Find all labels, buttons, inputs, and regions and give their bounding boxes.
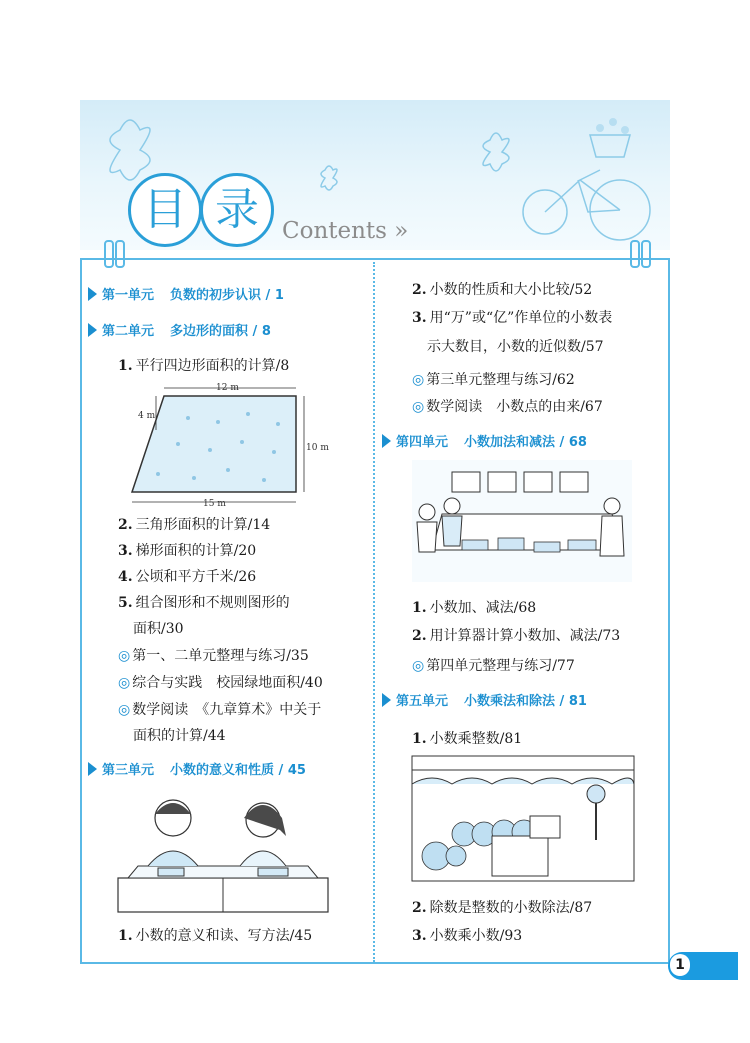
page-number-tab bbox=[668, 952, 738, 980]
item-number: 3. bbox=[412, 310, 427, 326]
item-text: 梯形面积的计算/20 bbox=[135, 543, 257, 559]
toc-item-continued[interactable] bbox=[133, 727, 226, 745]
arrow-icon bbox=[88, 287, 97, 301]
unit-subtitle: 小数乘法和除法 / 81 bbox=[464, 694, 587, 709]
binder-ring bbox=[115, 240, 125, 268]
arrow-icon bbox=[88, 323, 97, 337]
item-text: 综合与实践 校园绿地面积/40 bbox=[132, 675, 323, 691]
toc-item[interactable] bbox=[412, 730, 522, 748]
circle-bullet-icon: ◎ bbox=[118, 648, 131, 664]
unit-4-link[interactable] bbox=[382, 434, 587, 452]
toc-item[interactable] bbox=[412, 309, 612, 327]
arrow-icon bbox=[382, 434, 391, 448]
item-text: 第一、二单元整理与练习/35 bbox=[132, 648, 309, 664]
item-text: 小数加、减法/68 bbox=[429, 600, 537, 616]
item-number: 5. bbox=[118, 595, 133, 611]
diagram-top-label: 12 m bbox=[216, 383, 239, 393]
column-divider bbox=[373, 262, 375, 962]
item-text: 三角形面积的计算/14 bbox=[135, 517, 271, 533]
toc-item[interactable] bbox=[412, 398, 603, 416]
toc-item[interactable] bbox=[412, 899, 592, 917]
parallelogram-diagram bbox=[118, 382, 329, 509]
circle-bullet-icon: ◎ bbox=[412, 372, 425, 388]
shop-illustration bbox=[412, 460, 632, 582]
arrow-icon bbox=[88, 762, 97, 776]
students-illustration bbox=[118, 788, 328, 918]
item-number: 2. bbox=[412, 900, 427, 916]
item-text: 数学阅读 小数点的由来/67 bbox=[426, 399, 603, 415]
binder-ring bbox=[630, 240, 640, 268]
binder-ring bbox=[641, 240, 651, 268]
item-text: 用“万”或“亿”作单位的小数表 bbox=[429, 310, 613, 326]
item-text: 组合图形和不规则图形的 bbox=[135, 595, 290, 611]
unit-title: 第五单元 bbox=[396, 694, 449, 709]
circle-bullet-icon: ◎ bbox=[118, 675, 131, 691]
unit-subtitle: 小数加法和减法 / 68 bbox=[464, 435, 587, 450]
item-text: 平行四边形面积的计算/8 bbox=[135, 358, 290, 374]
title-char-mu: 目 bbox=[128, 173, 202, 247]
circle-bullet-icon: ◎ bbox=[412, 658, 425, 674]
item-number: 1. bbox=[118, 928, 133, 944]
unit-title: 第一单元 bbox=[102, 288, 155, 303]
title-char-lu: 录 bbox=[200, 173, 274, 247]
circle-bullet-icon: ◎ bbox=[118, 702, 131, 718]
unit-subtitle: 小数的意义和性质 / 45 bbox=[170, 763, 306, 778]
toc-item[interactable] bbox=[412, 599, 536, 617]
arrow-icon bbox=[382, 693, 391, 707]
item-text: 小数的意义和读、写方法/45 bbox=[135, 928, 313, 944]
toc-item[interactable] bbox=[412, 657, 575, 675]
item-number: 4. bbox=[118, 569, 133, 585]
toc-item[interactable] bbox=[118, 647, 309, 665]
unit-title: 第二单元 bbox=[102, 324, 155, 339]
unit-title: 第四单元 bbox=[396, 435, 449, 450]
diagram-bottom-label: 15 m bbox=[203, 499, 226, 509]
item-number: 1. bbox=[412, 731, 427, 747]
item-number: 2. bbox=[412, 282, 427, 298]
item-text: 小数乘整数/81 bbox=[429, 731, 523, 747]
toc-item[interactable] bbox=[118, 568, 256, 586]
unit-3-link[interactable] bbox=[88, 762, 306, 780]
unit-1-link[interactable] bbox=[88, 287, 284, 305]
binder-ring bbox=[104, 240, 114, 268]
item-text: 面积/30 bbox=[133, 621, 184, 637]
item-text: 数学阅读 《九章算术》中关于 bbox=[132, 702, 322, 718]
toc-item[interactable] bbox=[412, 627, 620, 645]
unit-subtitle: 多边形的面积 / 8 bbox=[170, 324, 271, 339]
item-text: 第四单元整理与练习/77 bbox=[426, 658, 575, 674]
diagram-left-label: 4 m bbox=[138, 411, 156, 421]
unit-2-link[interactable] bbox=[88, 323, 271, 341]
contents-label: Contents » bbox=[282, 218, 409, 244]
fruit-stand-illustration bbox=[412, 756, 634, 881]
toc-item[interactable] bbox=[118, 357, 289, 375]
item-text: 公顷和平方千米/26 bbox=[135, 569, 257, 585]
unit-5-link[interactable] bbox=[382, 693, 587, 711]
item-text: 小数的性质和大小比较/52 bbox=[429, 282, 593, 298]
item-number: 2. bbox=[118, 517, 133, 533]
toc-item-continued[interactable] bbox=[133, 620, 184, 638]
toc-item[interactable] bbox=[118, 594, 290, 612]
item-text: 面积的计算/44 bbox=[133, 728, 226, 744]
item-number: 2. bbox=[412, 628, 427, 644]
item-text: 第三单元整理与练习/62 bbox=[426, 372, 575, 388]
item-number: 1. bbox=[412, 600, 427, 616]
toc-item-continued[interactable] bbox=[427, 338, 604, 356]
item-text: 示大数目，小数的近似数/57 bbox=[427, 339, 604, 355]
toc-item[interactable] bbox=[118, 516, 270, 534]
toc-item[interactable] bbox=[412, 281, 592, 299]
toc-item[interactable] bbox=[118, 701, 321, 719]
toc-item[interactable] bbox=[118, 542, 256, 560]
unit-title: 第三单元 bbox=[102, 763, 155, 778]
toc-item[interactable] bbox=[118, 927, 312, 945]
item-number: 3. bbox=[118, 543, 133, 559]
toc-item[interactable] bbox=[118, 674, 323, 692]
diagram-right-label: 10 m bbox=[306, 443, 329, 453]
item-number: 3. bbox=[412, 928, 427, 944]
unit-subtitle: 负数的初步认识 / 1 bbox=[170, 288, 284, 303]
item-number: 1. bbox=[118, 358, 133, 374]
toc-item[interactable] bbox=[412, 927, 522, 945]
circle-bullet-icon: ◎ bbox=[412, 399, 425, 415]
page-number: 1 bbox=[670, 954, 690, 976]
item-text: 除数是整数的小数除法/87 bbox=[429, 900, 593, 916]
item-text: 用计算器计算小数加、减法/73 bbox=[429, 628, 621, 644]
item-text: 小数乘小数/93 bbox=[429, 928, 523, 944]
toc-item[interactable] bbox=[412, 371, 575, 389]
